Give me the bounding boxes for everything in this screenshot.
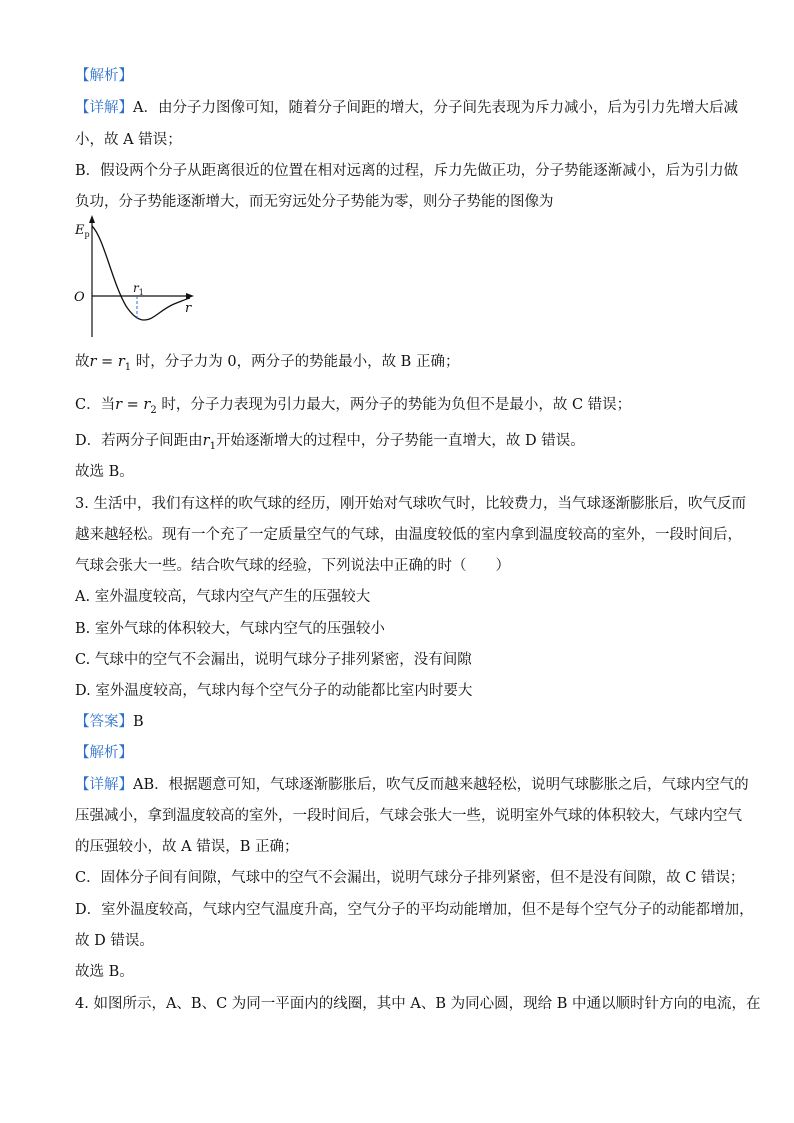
r1-label: $r_1$ — [133, 281, 144, 297]
potential-curve — [92, 226, 190, 320]
q3-detail-line-6: 故 D 错误。 — [75, 933, 154, 949]
detail-line-3: B．假设两个分子从距离很近的位置在相对远离的过程，斥力先做正功，分子势能逐渐减小，后为引力做 — [75, 163, 739, 179]
q3-stem-line-3: 气球会张大一些。结合吹气球的经验，下列说法中正确的时（ ） — [75, 558, 510, 574]
q3-option-c: C. 气球中的空气不会漏出，说明气球分子排列紧密，没有间隙 — [75, 652, 472, 668]
q3-analysis-tag: 【解析】 — [75, 745, 133, 761]
q3-stem-line-1: 3. 生活中，我们有这样的吹气球的经历，刚开始对气球吹气时，比较费力，当气球逐渐膨胀后，吹气反而 — [75, 496, 746, 512]
detail-line-1 — [75, 98, 738, 118]
x-axis-label: r — [185, 301, 192, 316]
y-axis-arrow — [89, 215, 95, 223]
detail-line-2: 小，故 A 错误； — [75, 132, 182, 148]
q3-detail-line-5: D．室外温度较高，气球内空气温度升高，空气分子的平均动能增加，但不是每个空气分子的动能都增加， — [75, 902, 754, 918]
detail-text: A．由分子力图像可知，随着分子间距的增大，分子间先表现为斥力减小，后为引力先增大后减 — [133, 100, 738, 116]
y-axis-label: $E_p$ — [75, 223, 90, 239]
choose-line: 故选 B。 — [75, 464, 134, 480]
potential-energy-graph — [70, 212, 200, 342]
statement-d: D．若两分子间距由$r_1$开始逐渐增大的过程中，分子势能一直增大，故 D 错误。 — [75, 433, 585, 452]
q3-stem-line-2: 越来越轻松。现有一个充了一定质量空气的气球，由温度较低的室内拿到温度较高的室外，一段时间后， — [75, 527, 742, 543]
detail-line-4: 负功，分子势能逐渐增大，而无穷远处分子势能为零，则分子势能的图像为 — [75, 194, 554, 210]
q3-detail-line-3: 的压强较小，故 A 错误，B 正确； — [75, 839, 299, 855]
analysis-tag: 【解析】 — [75, 68, 133, 84]
answer-value: B — [133, 714, 144, 730]
answer-tag: 【答案】 — [75, 714, 133, 730]
statement-c: C．当$r = r_2$ 时，分子力表现为引力最大，两分子的势能为负但不是最小，故 C 错误； — [75, 397, 632, 416]
q3-option-b: B. 室外气球的体积较大，气球内空气的压强较小 — [75, 621, 385, 637]
q3-detail-tag: 【详解】 — [75, 777, 133, 793]
q3-option-a: A. 室外温度较高，气球内空气产生的压强较大 — [75, 589, 371, 605]
q3-detail-line-1: 【详解】AB．根据题意可知，气球逐渐膨胀后，吹气反而越来越轻松，说明气球膨胀之后，气球内空气的 — [75, 777, 749, 793]
q3-option-d: D. 室外温度较高，气球内每个空气分子的动能都比室内时要大 — [75, 683, 473, 699]
detail-tag: 【详解】 — [75, 100, 133, 116]
statement-b: 故$r = r_1$ 时，分子力为 0，两分子的势能最小，故 B 正确； — [75, 354, 460, 373]
origin-label: O — [74, 290, 85, 305]
q4-stem-line-1: 4. 如图所示，A、B、C 为同一平面内的线圈，其中 A、B 为同心圆，现给 B 中通以顺时针方向的电流，在 — [75, 996, 761, 1012]
q3-detail-line-7: 故选 B。 — [75, 964, 134, 980]
q3-answer-line — [75, 712, 725, 732]
q3-detail-line-2: 压强减小，拿到温度较高的室外，一段时间后，气球会张大一些，说明室外气球的体积较大，气球内空气 — [75, 808, 742, 824]
q3-detail-line-4: C．固体分子间有间隙，气球中的空气不会漏出，说明气球分子排列紧密，但不是没有间隙，故 C 错误； — [75, 870, 745, 886]
